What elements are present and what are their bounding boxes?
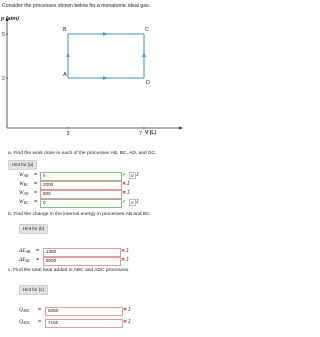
answer-input-de-bc[interactable]: 5000: [43, 257, 121, 266]
incorrect-x-icon: ✕: [121, 257, 126, 263]
unit-label: J: [136, 172, 139, 178]
label-w-ad: $W_{AD}$: [19, 190, 29, 196]
answer-row-q-adc: [19, 319, 189, 328]
label-de-ab: $\Delta E_{AB}$: [19, 248, 31, 254]
hint-b-button[interactable]: Hint for (b): [19, 224, 48, 234]
equals-sign: =: [34, 181, 38, 187]
sig-figs-icon[interactable]: σ: [131, 173, 134, 178]
arrow-dc: [142, 52, 145, 57]
y-tick-label-2: 2: [2, 76, 5, 82]
y-tick-label-5: 5: [2, 32, 5, 38]
arrow-bc: [103, 32, 108, 35]
x-axis-arrow: [179, 127, 183, 130]
hint-a-button[interactable]: Hint for (a): [8, 160, 37, 170]
answer-row-w-ad: [19, 190, 189, 199]
unit-label: J: [128, 307, 131, 313]
answer-row-de-bc: [19, 257, 189, 266]
answer-row-w-dc: [19, 199, 189, 208]
unit-label: J: [126, 257, 129, 263]
equals-sign: =: [36, 257, 40, 263]
label-q-adc: $Q_{ADC}$: [19, 319, 31, 325]
x-tick-label-7: 7: [139, 131, 142, 137]
point-label-c: C: [145, 27, 149, 33]
incorrect-x-icon: ✕: [123, 307, 128, 313]
answer-input-de-ab[interactable]: 1350: [43, 248, 121, 257]
answer-input-w-bc[interactable]: 2000: [40, 181, 122, 190]
label-w-ab: $W_{AB}$: [19, 172, 29, 178]
equals-sign: =: [36, 248, 40, 254]
label-de-bc: $\Delta E_{BC}$: [19, 257, 31, 263]
x-tick-label-3: 3: [66, 131, 70, 137]
unit-label: J: [136, 199, 139, 205]
point-label-b: B: [63, 27, 67, 33]
label-q-abc: $Q_{ABC}$: [19, 307, 30, 313]
x-axis-label: V (L): [145, 130, 157, 136]
answer-row-w-bc: [19, 181, 189, 190]
y-axis-label: p (atm): [1, 16, 19, 22]
incorrect-x-icon: ✕: [121, 248, 126, 254]
part-b-question: b. Find the change in the internal energy in processes AB and BC.: [8, 212, 152, 217]
correct-check-icon: ✓: [122, 199, 127, 205]
incorrect-x-icon: ✕: [122, 181, 127, 187]
answer-input-q-abc[interactable]: 8350: [45, 307, 123, 316]
part-c-question: c. Find the total heat added in ABC and ADC processes.: [8, 268, 130, 273]
equals-sign: =: [34, 172, 38, 178]
hint-c-button[interactable]: Hint for (c): [19, 285, 48, 295]
correct-check-icon: ✓: [122, 172, 127, 178]
label-w-bc: $W_{BC}$: [19, 181, 29, 187]
answer-row-w-ab: [19, 172, 189, 181]
problem-intro: Consider the processes shown below for a monatomic ideal gas.: [2, 3, 151, 9]
arrow-ad: [103, 76, 108, 79]
equals-sign: =: [38, 307, 42, 313]
point-label-a: A: [63, 72, 67, 78]
sig-figs-icon[interactable]: σ: [131, 200, 134, 205]
answer-input-w-ad[interactable]: 800: [40, 190, 122, 199]
unit-label: J: [127, 181, 130, 187]
answer-row-de-ab: [19, 248, 189, 257]
label-w-dc: $W_{DC}$: [19, 199, 29, 205]
equals-sign: =: [34, 190, 38, 196]
answer-input-w-dc[interactable]: 0: [40, 199, 122, 208]
part-a-question: a. Find the work done in each of the processes AB, BC, AD, and DC.: [8, 151, 157, 156]
answer-input-w-ab[interactable]: 0: [40, 172, 122, 181]
equals-sign: =: [34, 199, 38, 205]
unit-label: J: [126, 248, 129, 254]
arrow-ab: [66, 52, 69, 57]
unit-label: J: [128, 319, 131, 325]
incorrect-x-icon: ✕: [122, 190, 127, 196]
answer-input-q-adc[interactable]: 7150: [45, 319, 123, 328]
unit-label: J: [127, 190, 130, 196]
equals-sign: =: [38, 319, 42, 325]
point-label-d: D: [146, 80, 150, 86]
pv-diagram: [0, 12, 200, 137]
incorrect-x-icon: ✕: [123, 319, 128, 325]
answer-row-q-abc: [19, 307, 189, 316]
